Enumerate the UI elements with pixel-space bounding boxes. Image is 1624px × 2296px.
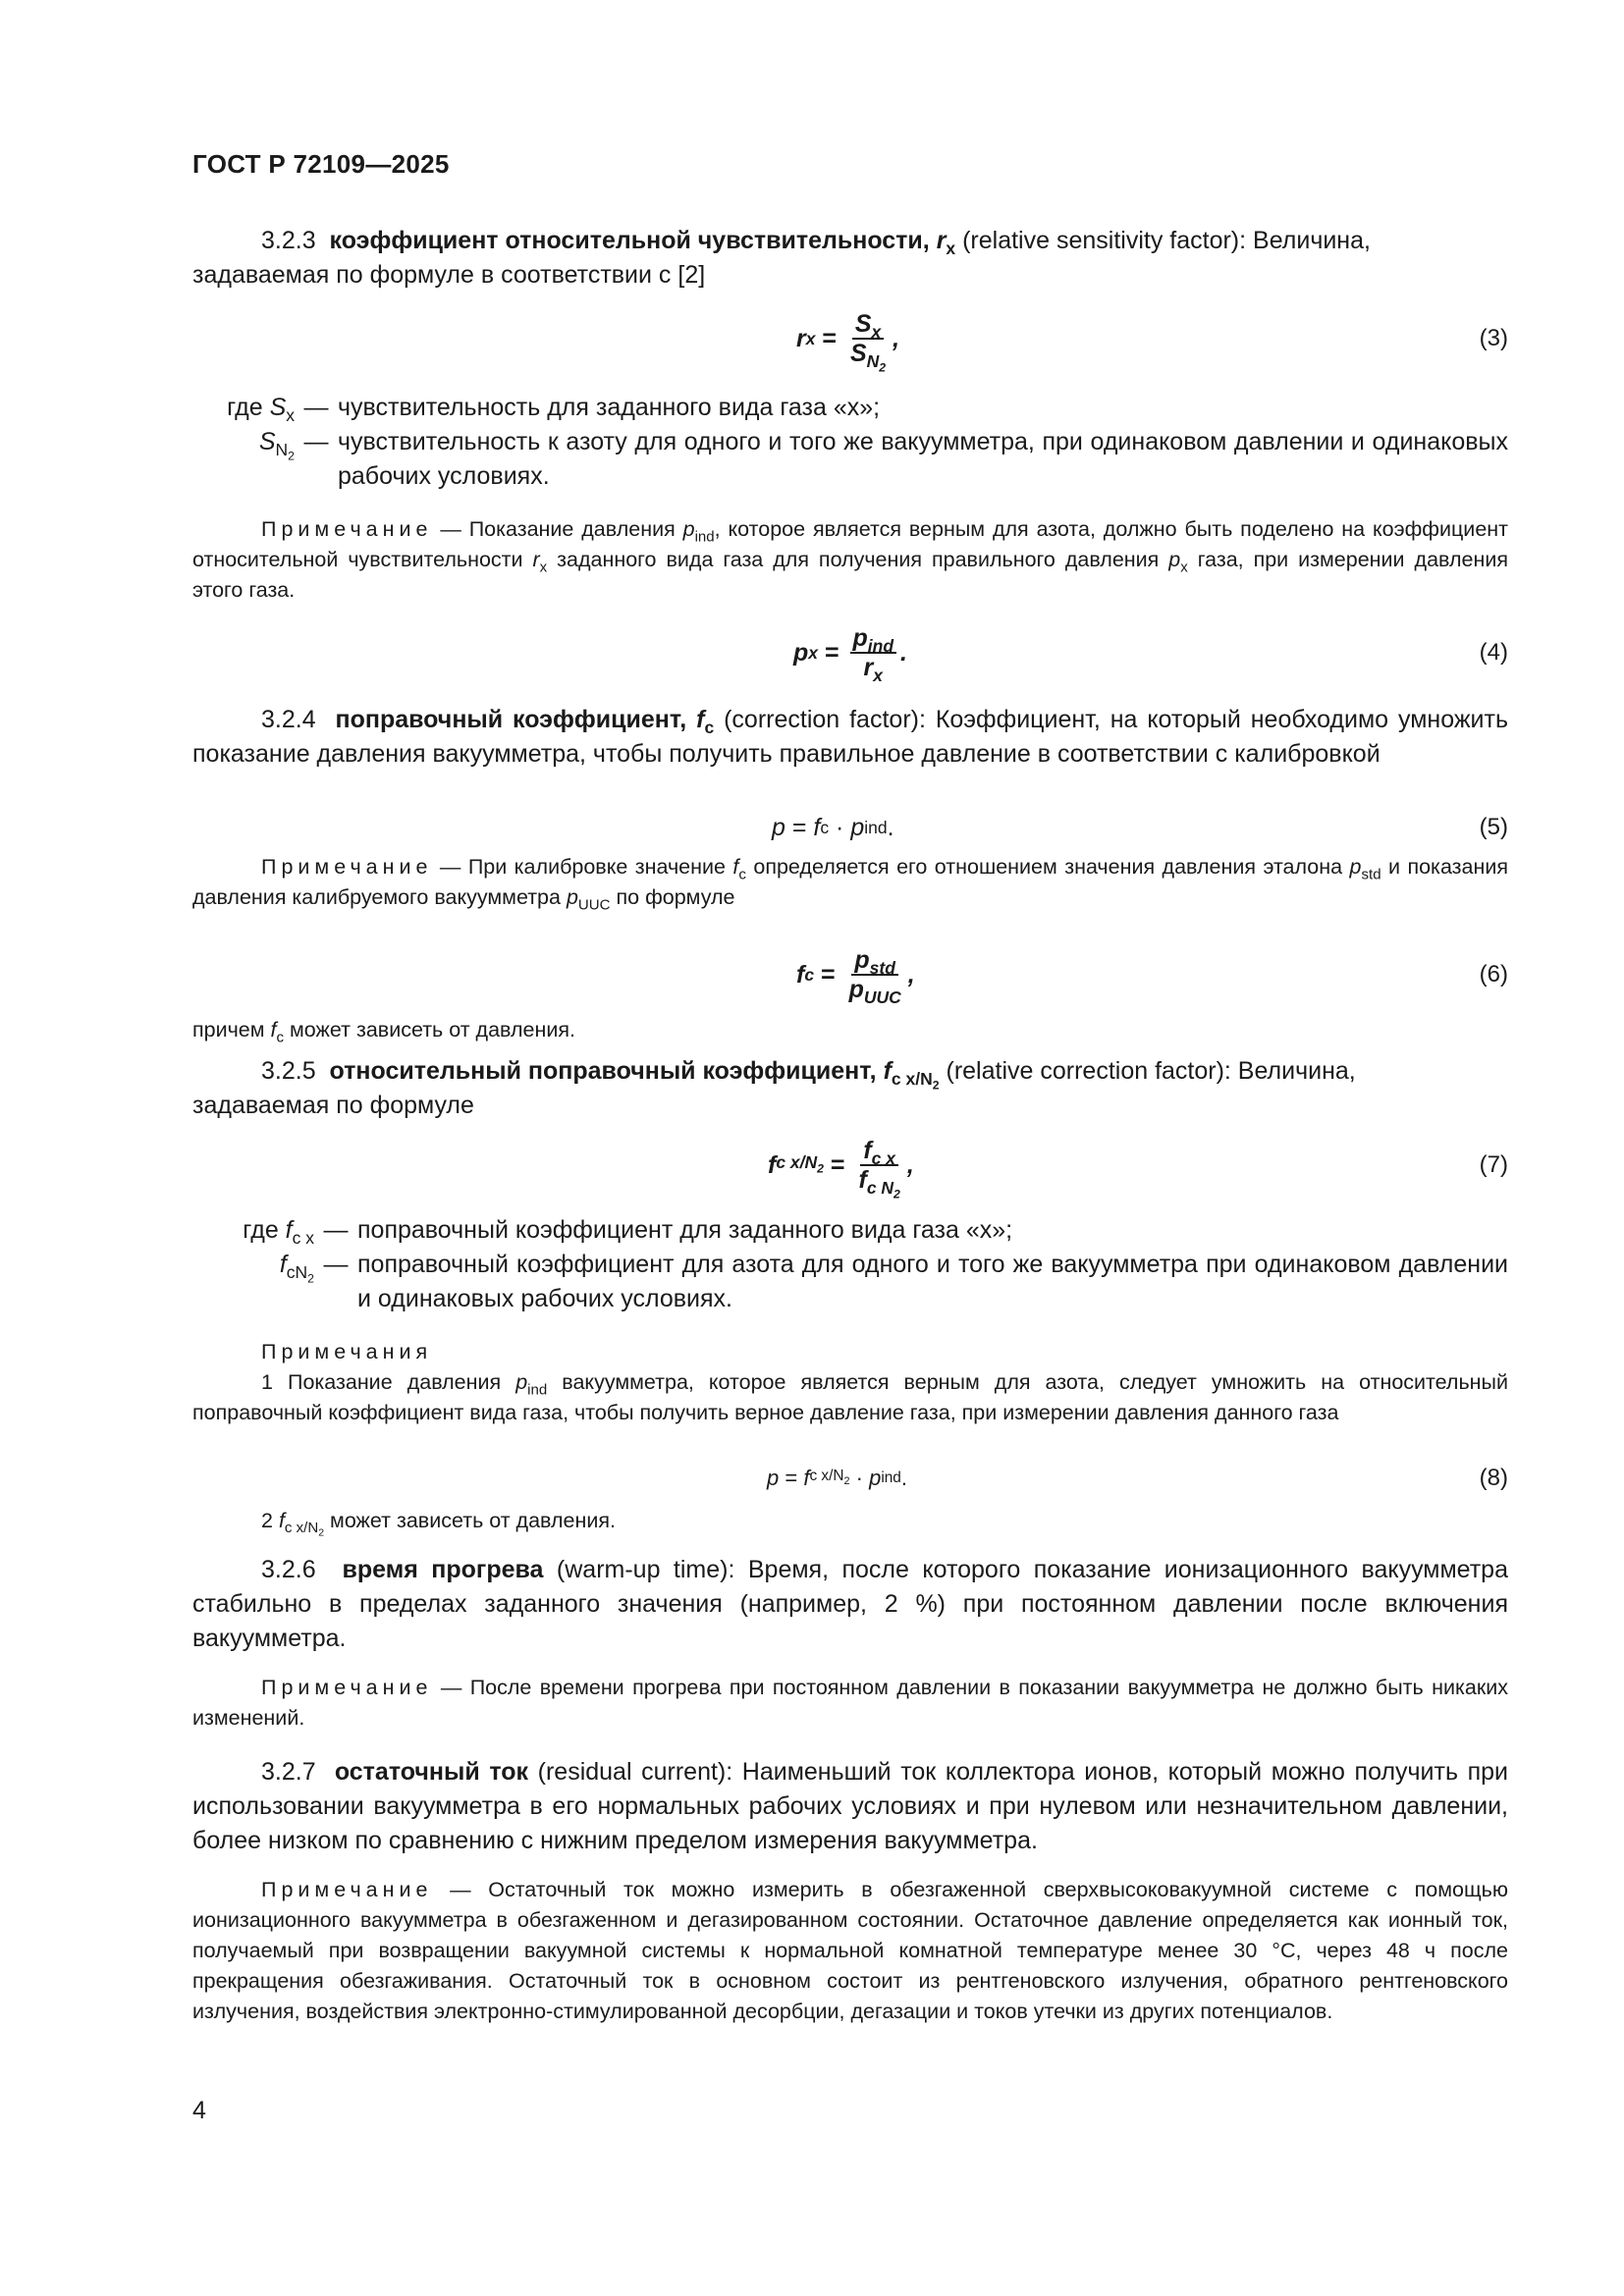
page-number: 4 [192, 2097, 206, 2124]
denominator-sub2: 2 [879, 360, 887, 375]
section-number: 3.2.3 [261, 227, 316, 254]
fraction [846, 946, 904, 1008]
notes-3-item-2 [192, 1506, 1508, 1539]
var-sub: x [1180, 559, 1188, 576]
legend-dash: — [303, 394, 329, 421]
definition-text-cont: задаваемая по формуле [192, 1092, 474, 1119]
note-label: Примечание [261, 517, 433, 541]
legend-dash: — [323, 1216, 349, 1244]
term: поправочный коэффициент, [335, 706, 687, 733]
note-text: газа, при измерении давления этого газа. [192, 548, 1508, 602]
term: относительный поправочный коэффициент, [329, 1057, 877, 1085]
legend-symbol-sub: N [275, 440, 289, 460]
term-symbol: f [883, 1057, 892, 1085]
document-header: ГОСТ Р 72109—2025 [192, 149, 450, 179]
var: f [270, 1018, 277, 1041]
numerator-sub: c x [871, 1148, 895, 1168]
var: p [772, 813, 785, 841]
var-sub2: 2 [318, 1526, 325, 1539]
formula-5: p = f c · p ind . (5) [192, 793, 1508, 862]
dot-operator: · [829, 813, 851, 841]
note-text: вакуумметра, которое является верным для азота, следует умножить на относительный поправочный коэффициент вида газа, чтобы получить верное давление газа, при измерении давления данного газа [192, 1370, 1508, 1424]
term-symbol-sub: x [946, 239, 956, 259]
note-1 [192, 514, 1508, 606]
note-text: , которое является верным для азота, должно быть поделено на коэффициент относительной чувствительности [192, 517, 1508, 571]
section-number: 3.2.5 [261, 1057, 316, 1085]
legend-symbol: S [269, 394, 287, 421]
denominator: f [858, 1165, 867, 1194]
legend-symbol: f [279, 1251, 287, 1278]
var-sub: c [276, 1029, 285, 1046]
denominator: S [849, 339, 867, 367]
note-text: 1 Показание давления [261, 1370, 516, 1394]
formula-3: r x = $\frac{S_x}{S_{N_2}}$ , (3) [192, 304, 1508, 373]
formula-lhs: f [768, 1150, 777, 1179]
var: p [869, 1466, 882, 1490]
legend-symbol: S [258, 428, 276, 455]
var-sub: c x/N [284, 1520, 319, 1537]
numerator-sub: ind [867, 636, 894, 657]
note-label: Примечание [261, 1878, 433, 1901]
term-symbol: r [936, 227, 947, 254]
term: коэффициент относительной чувствительности, [329, 227, 930, 254]
formula-tail: , [907, 960, 915, 988]
note-label: Примечание [261, 855, 433, 879]
note-text: причем [192, 1018, 271, 1041]
where-word: где [227, 394, 270, 421]
dot-operator: · [849, 1466, 870, 1490]
var: f [803, 1466, 810, 1490]
denominator-sub2: 2 [893, 1187, 900, 1201]
note-text: — При калибровке значение [432, 855, 733, 879]
term-symbol-sub: c [704, 718, 715, 738]
denominator: r [863, 654, 874, 681]
formula-7 [192, 1131, 1508, 1200]
var: f [732, 855, 739, 879]
formula-tail: , [893, 324, 900, 352]
legend-text: поправочный коэффициент для азота для одного и того же вакуумметра при одинаковом давлении и одинаковых рабочих условиях. [357, 1251, 1508, 1312]
formula-tail: . [887, 813, 894, 841]
numerator: p [854, 946, 870, 974]
var: r [532, 548, 540, 571]
formula-lhs-sub2: 2 [817, 1161, 824, 1176]
definition-text: (residual current): Наименьший ток коллектора ионов, который можно получить при использовании вакуумметра в его нормальных рабочих условиях и при нулевом или незначительном давлении, более низком по сравнению с нижним пределом измерения вакуумметра. [192, 1758, 1509, 1854]
var-sub2: 2 [843, 1474, 850, 1487]
term: время прогрева [342, 1556, 544, 1583]
legend-symbol: f [285, 1216, 293, 1244]
formula-lhs: p [793, 638, 809, 667]
note-text: — После времени прогрева при постоянном давлении в показании вакуумметра не должно быть никаких изменений. [192, 1676, 1508, 1730]
formula-4: p x = $\frac{p_{ind}}{r_x}$ . (4) [192, 618, 1508, 687]
equals-sign: = [823, 1150, 852, 1179]
formula-lhs: r [796, 324, 806, 352]
note-text: может зависеть от давления. [324, 1509, 616, 1532]
var: p [1168, 548, 1181, 571]
equals-sign: = [815, 324, 843, 352]
section-3-2-5 [192, 1054, 1508, 1123]
numerator: p [852, 624, 868, 652]
note-2-cont [192, 1015, 1508, 1045]
definition-text: (relative sensitivity factor): Величина, [955, 227, 1371, 254]
var-sub: UUC [577, 896, 611, 914]
note-5 [192, 1875, 1508, 2027]
section-3-2-6 [192, 1553, 1508, 1656]
note-4 [192, 1673, 1508, 1734]
denominator: p [848, 976, 864, 1003]
section-3-2-3 [192, 224, 1508, 293]
note-text: заданного вида газа для получения правильного давления [547, 548, 1169, 571]
section-number: 3.2.6 [261, 1556, 316, 1583]
legend-7 [192, 1213, 1508, 1316]
fraction [855, 1136, 902, 1201]
note-label: Примечание [261, 1676, 433, 1699]
var-sub: x [539, 559, 548, 576]
numerator-sub: x [871, 321, 882, 342]
where-word: где [243, 1216, 286, 1244]
term-symbol-sub: c x/N [891, 1069, 933, 1090]
document-page [192, 0, 1508, 2296]
formula-number: (7) [1479, 1151, 1508, 1178]
denominator-sub: UUC [863, 988, 901, 1008]
legend-symbol-sub2: 2 [307, 1271, 314, 1286]
formula-number: (6) [1479, 961, 1508, 988]
formula-number: (4) [1479, 639, 1508, 666]
note-text: — Показание давления [432, 517, 683, 541]
var-sub: ind [527, 1381, 548, 1399]
note-2 [192, 852, 1508, 913]
equals-sign: = [779, 1466, 804, 1490]
section-3-2-4 [192, 703, 1508, 772]
legend-symbol-sub2: 2 [288, 449, 295, 463]
var: p [566, 885, 578, 909]
var: p [1349, 855, 1362, 879]
denominator-sub: x [873, 666, 884, 686]
equals-sign: = [818, 638, 846, 667]
term-symbol: f [696, 706, 705, 733]
definition-text-cont: задаваемая по формуле в соответствии с [2] [192, 261, 706, 289]
var-sub: c [738, 866, 746, 883]
formula-number: (8) [1479, 1465, 1508, 1491]
formula-tail: , [906, 1150, 914, 1179]
denominator-sub: N [866, 350, 880, 371]
numerator: S [854, 309, 872, 338]
legend-dash: — [323, 1251, 349, 1278]
definition-text: (correction factor): Коэффициент, на который необходимо умножить показание давления вакуумметра, чтобы получить правильное давление в соответствии с калибровкой [192, 706, 1508, 768]
var-sub: std [1361, 866, 1381, 883]
definition-text: (relative correction factor): Величина, [939, 1057, 1356, 1085]
formula-tail: . [900, 1466, 907, 1490]
fraction [847, 309, 889, 375]
section-number: 3.2.7 [261, 1758, 316, 1786]
fraction [850, 624, 897, 686]
term: остаточный ток [334, 1758, 529, 1786]
var: p [767, 1466, 780, 1490]
note-text: по формуле [610, 885, 735, 909]
note-text: определяется его отношением значения давления эталона [745, 855, 1350, 879]
numerator: f [863, 1136, 872, 1164]
equals-sign: = [785, 813, 814, 841]
var: f [278, 1509, 285, 1532]
formula-lhs-sub: c x/N [776, 1151, 818, 1172]
var: p [850, 813, 865, 841]
note-text: — Остаточный ток можно измерить в обезгаженной сверхвысоковакуумной системе с помощью ионизационного вакуумметра в обезгаженном и дегазированном состоянии. Остаточное давление определяется как ионный ток, получаемый при возвращении вакуумной системы к нормальной комнатной температуре менее 30 °С, через 48 ч после прекращения обезгаживания. Остаточный ток в основном состоит из рентгеновского излучения, обратного рентгеновского излучения, воздействия электронно-стимулированной десорбции, дегазации и токов утечки из других потенциалов. [192, 1878, 1508, 2023]
formula-6: f c = $\frac{p_{std}}{p_{UUC}}$ , (6) [192, 940, 1508, 1009]
formula-number: (3) [1479, 325, 1508, 351]
denominator-sub: c N [866, 1177, 894, 1198]
legend-text: чувствительность к азоту для одного и того же вакуумметра, при одинаковом давлении и одинаковых рабочих условиях. [338, 428, 1508, 490]
legend-text: чувствительность для заданного вида газа «x»; [338, 394, 881, 421]
var-sub: c x/N [809, 1467, 844, 1484]
formula-8: p = f c $x/N_2$ · p ind . (8) [192, 1451, 1508, 1506]
legend-symbol-sub: cN [286, 1262, 308, 1283]
legend-symbol-sub: c x [292, 1228, 314, 1249]
legend-3 [192, 391, 1508, 494]
term-symbol-sub2: 2 [932, 1078, 940, 1093]
formula-lhs: f [796, 960, 805, 988]
legend-symbol-sub: x [286, 405, 295, 426]
definition-text: (warm-up time): Время, после которого показание ионизационного вакуумметра стабильно в пределах заданного значения (например, 2 %) при постоянном давлении после включения вакуумметра. [192, 1556, 1508, 1652]
section-number: 3.2.4 [261, 706, 316, 733]
notes-3 [192, 1337, 1508, 1428]
formula-tail: . [900, 638, 907, 667]
var: f [813, 813, 821, 841]
note-text: может зависеть от давления. [284, 1018, 575, 1041]
note-text: 2 [261, 1509, 279, 1532]
section-3-2-7 [192, 1755, 1508, 1858]
formula-number: (5) [1479, 814, 1508, 840]
legend-text: поправочный коэффициент для заданного вида газа «x»; [357, 1216, 1013, 1244]
legend-dash: — [303, 428, 329, 455]
equals-sign: = [814, 960, 842, 988]
var: p [515, 1370, 528, 1394]
numerator-sub: std [869, 958, 895, 979]
var-sub: ind [694, 528, 715, 546]
var: p [682, 517, 695, 541]
note-label: Примечания [261, 1340, 433, 1363]
note-text: и показания давления калибруемого вакуумметра [192, 855, 1508, 909]
